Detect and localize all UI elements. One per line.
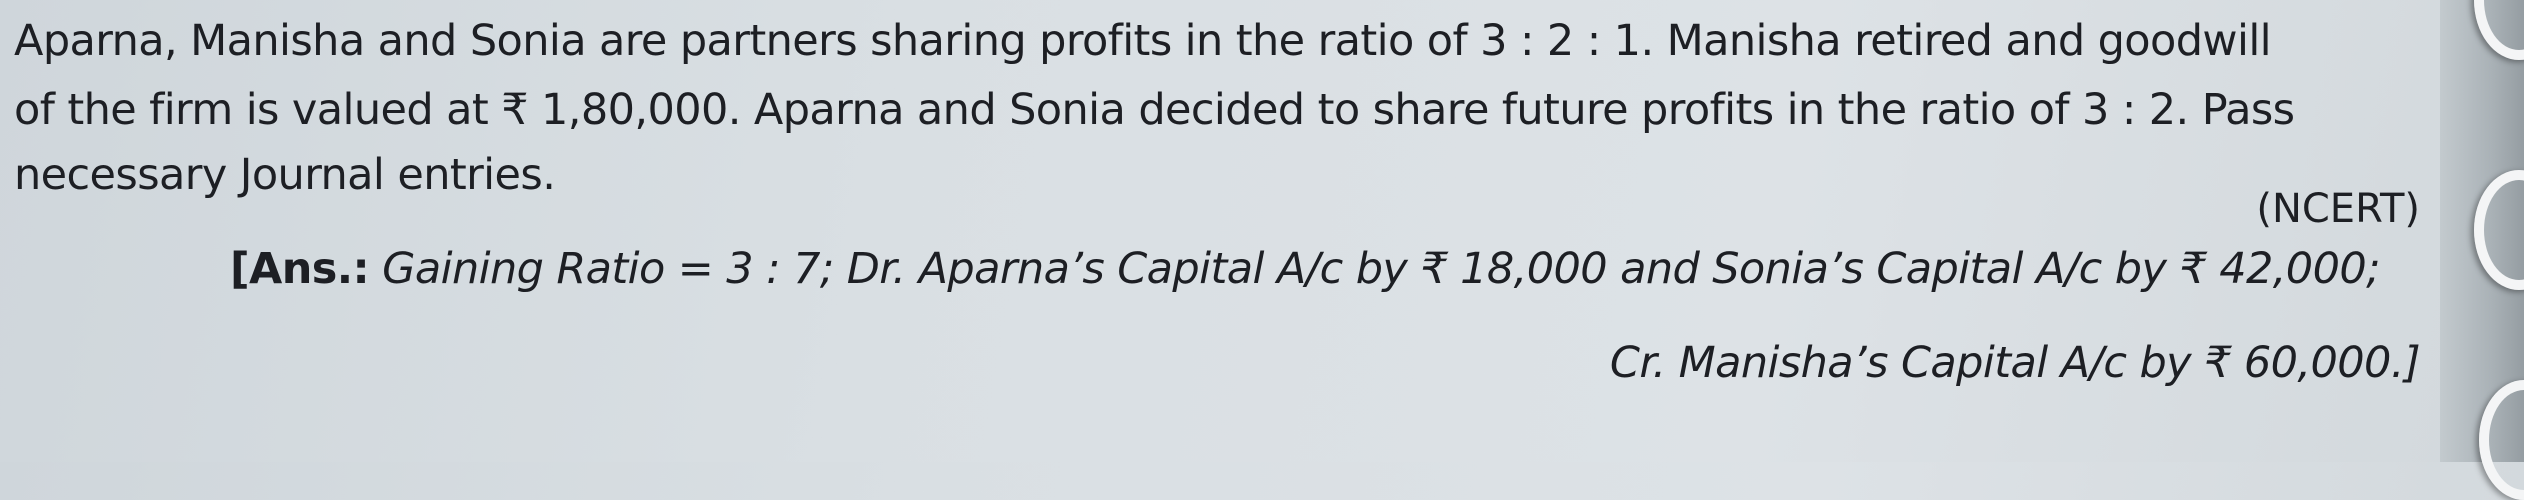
answer-text-1: Gaining Ratio = 3 : 7; Dr. Aparna’s Capital A/c by ₹ 18,000 and Sonia’s Capital A/c by ₹ 42,000; — [382, 244, 2380, 294]
spiral-ring — [2474, 0, 2524, 60]
spiral-ring — [2474, 170, 2524, 290]
answer-line-2: Cr. Manisha’s Capital A/c by ₹ 60,000.] — [1609, 338, 2420, 388]
question-line-1: Aparna, Manisha and Sonia are partners sharing profits in the ratio of 3 : 2 : 1. Manisha retired and goodwill — [14, 16, 2272, 66]
question-line-2: of the firm is valued at ₹ 1,80,000. Aparna and Sonia decided to share future profits in the ratio of 3 : 2. Pass — [14, 85, 2295, 135]
spiral-ring — [2479, 380, 2524, 500]
answer-prefix: [Ans.: — [230, 244, 370, 294]
binding-edge — [2440, 0, 2524, 462]
question-line-3: necessary Journal entries. — [14, 150, 556, 200]
answer-line-1 — [230, 244, 2380, 294]
source-reference: (NCERT) — [2256, 186, 2420, 232]
